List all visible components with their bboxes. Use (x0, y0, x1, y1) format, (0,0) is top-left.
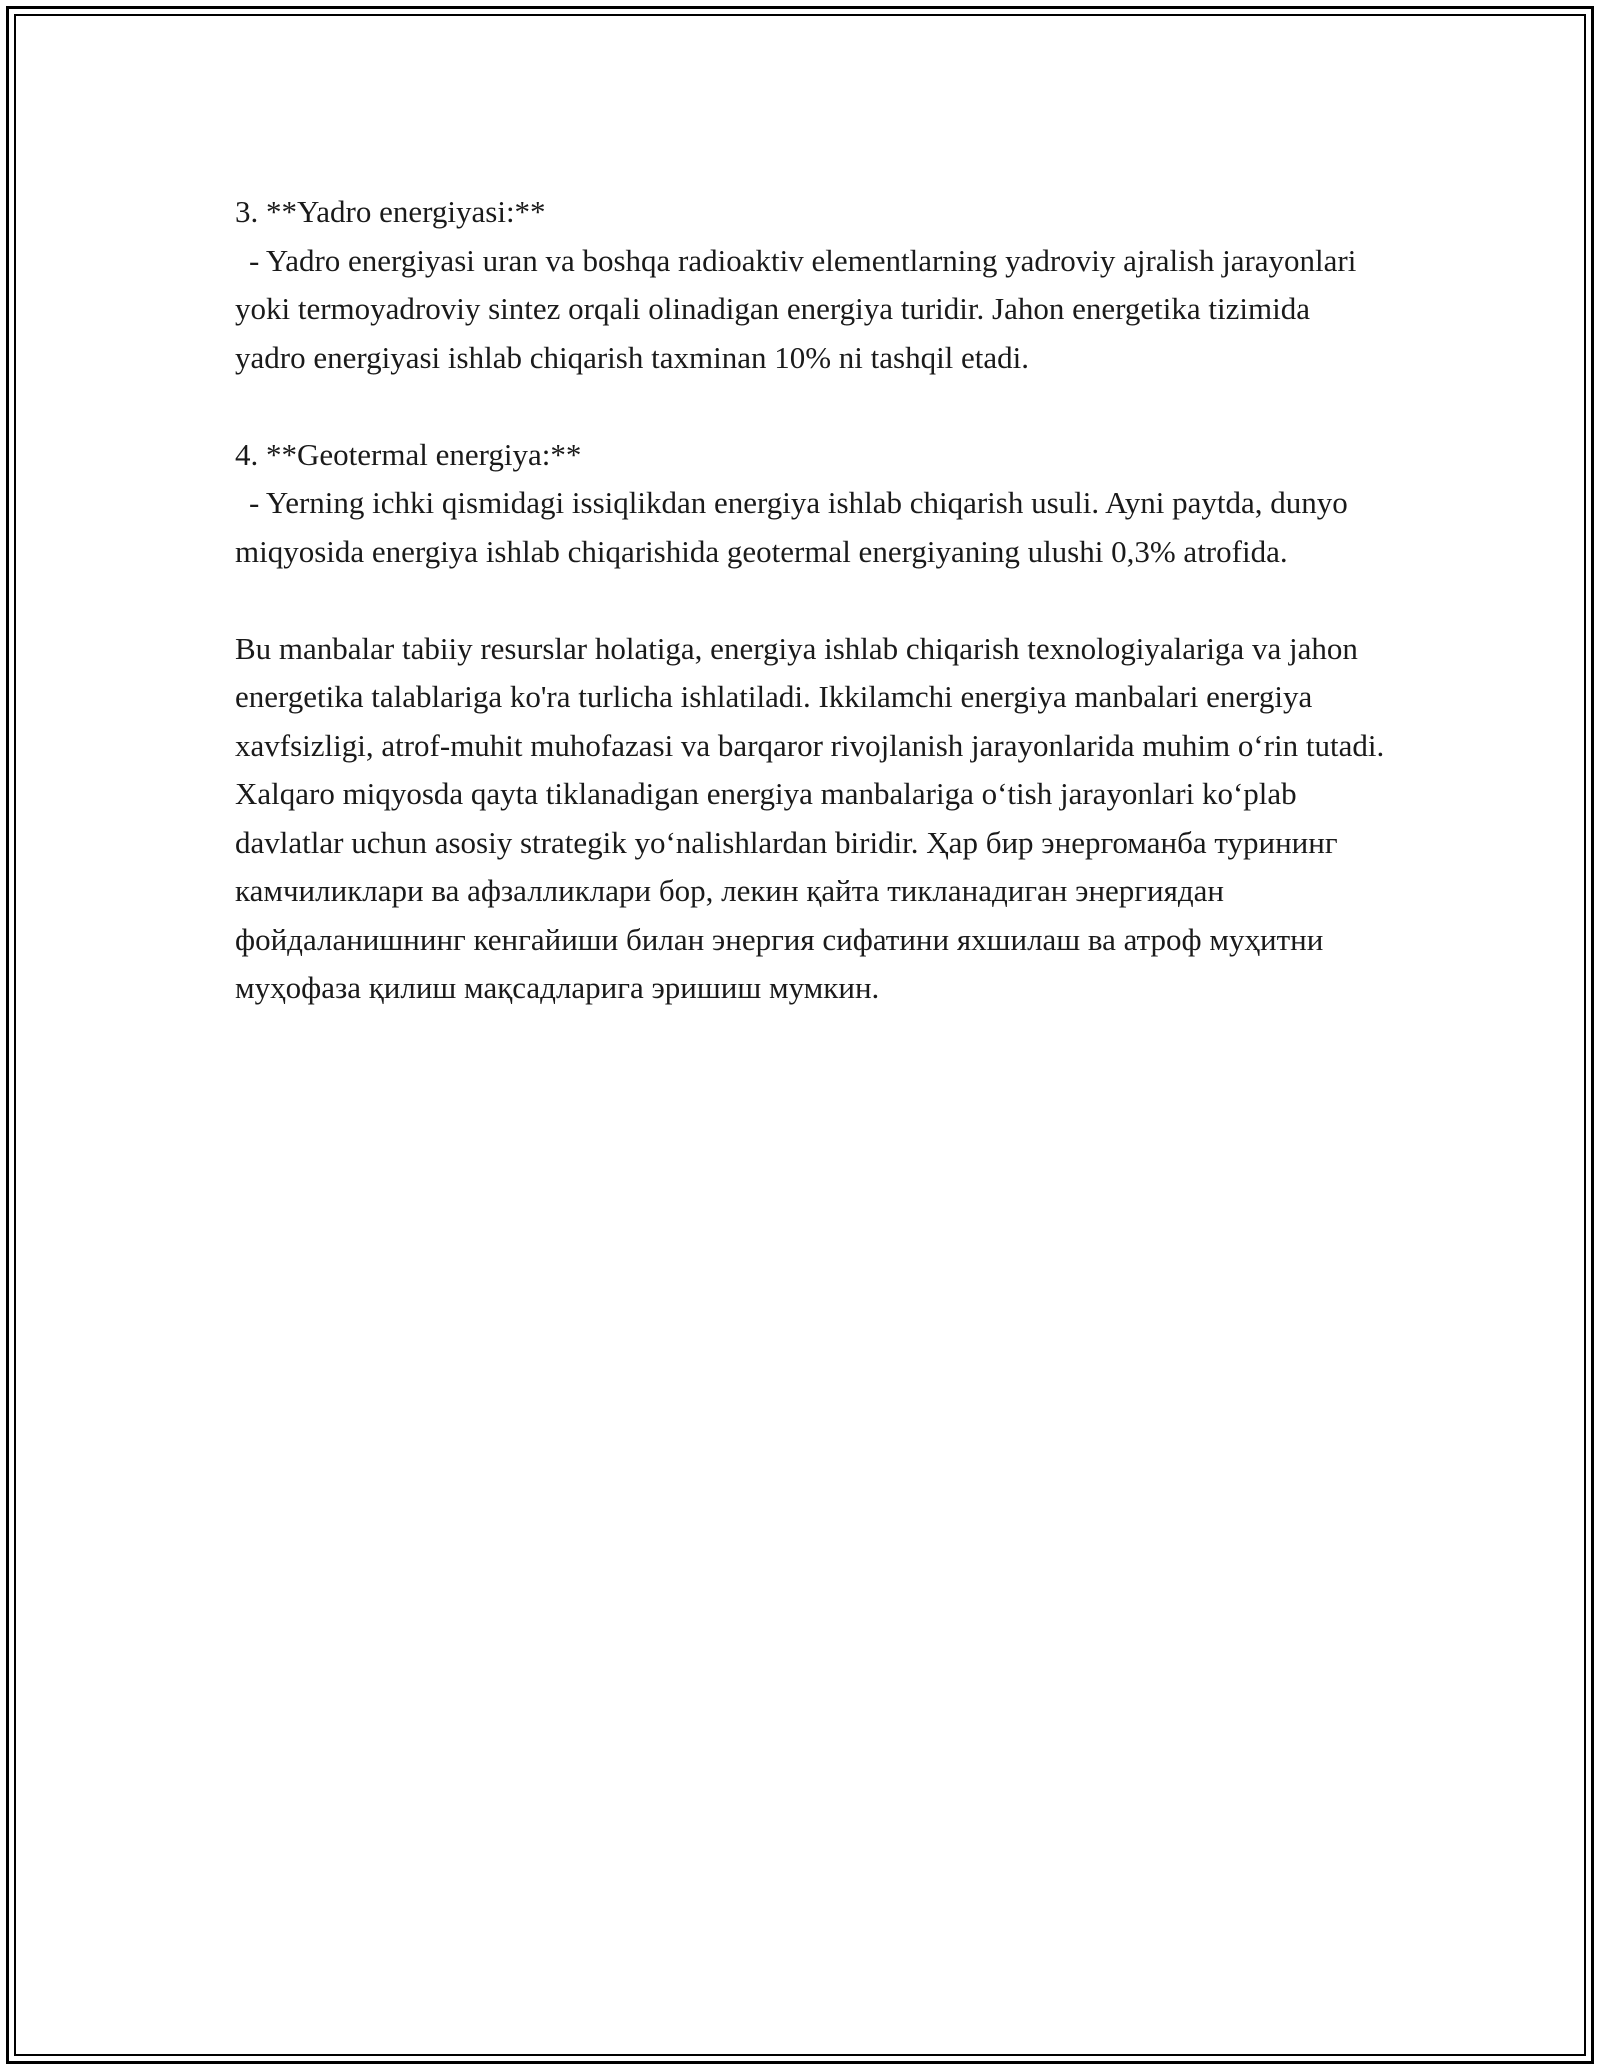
closing-paragraph: Bu manbalar tabiiy resurslar holatiga, energiya ishlab chiqarish texnologiyalariga va jahon energetika talablariga ko'ra turlicha ishlatiladi. Ikkilamchi energiya manbalari energiya xavfsizligi, atrof-muhit muhofazasi va barqaror rivojlanish jarayonlarida muhim oʻrin tutadi. Xalqaro miqyosda qayta tiklanadigan energiya manbalariga oʻtish jarayonlari koʻplab davlatlar uchun asosiy strategik yoʻnalishlardan biridir. Ҳар бир энергоманба турининг камчиликлари ва афзалликлари бор, лекин қайта тикланадиган энергиядан фойдаланишнинг кенгайиши билан энергия сифатини яхшилаш ва атроф муҳитни муҳофаза қилиш мақсадларига эришиш мумкин. (235, 630, 1385, 1005)
paragraph-gap (235, 576, 1385, 625)
section-heading-nuclear: 3. **Yadro energiyasi:** (235, 194, 546, 229)
section-first-line-geothermal: - Yerning ichki qismidagi issiqlikdan energiya ishlab chiqarish usuli. Ayni (249, 485, 1165, 520)
section-continuation-geothermal: paytda, dunyo miqyosida energiya ishlab chiqarishida geotermal energiyaning ulushi 0,3% atrofida. (235, 485, 1348, 569)
section-body-geothermal (235, 479, 1385, 576)
section-first-line-nuclear: - Yadro energiyasi uran va boshqa radioaktiv elementlarning yadroviy (249, 242, 1116, 278)
paragraph-gap (235, 382, 1385, 431)
section-body-nuclear (235, 237, 1385, 383)
document-body (235, 188, 1385, 1013)
section-heading-geothermal: 4. **Geotermal energiya:** (235, 436, 582, 472)
section-continuation-nuclear: ajralish jarayonlari yoki termoyadroviy sintez orqali olinadigan energiya turidir. Jahon energetika tizimida yadro energiyasi ishlab chiqarish taxminan 10% ni tashqil etadi. (235, 242, 1357, 375)
